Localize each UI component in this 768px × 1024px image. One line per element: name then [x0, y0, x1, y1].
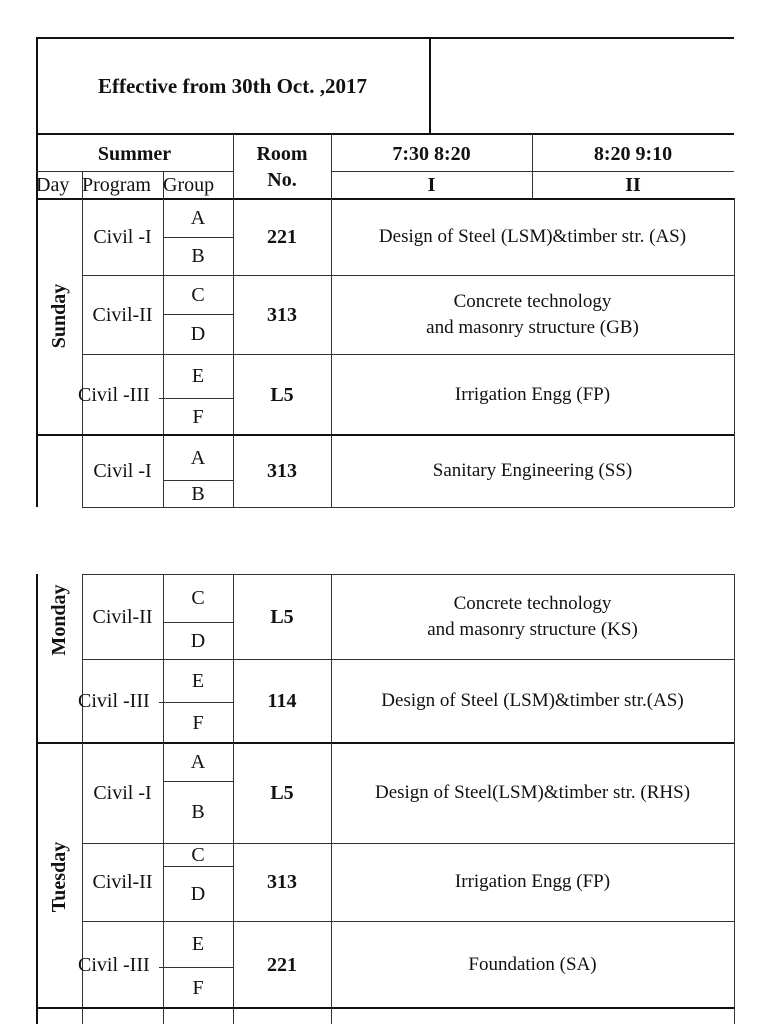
group-label: F	[192, 405, 204, 428]
group-label: E	[191, 669, 205, 692]
program-name: Civil -III	[78, 953, 150, 976]
table-border	[36, 921, 38, 1008]
table-border	[734, 354, 735, 435]
table-border	[734, 743, 735, 843]
subject-cell: Foundation (SA)	[468, 953, 597, 975]
program-name: Civil -I	[93, 460, 152, 482]
group-label: B	[191, 482, 205, 505]
table-border	[36, 354, 38, 435]
program-name: Civil-II	[92, 605, 153, 628]
header-program: Program	[82, 174, 151, 196]
room-number: L5	[270, 383, 294, 406]
table-border	[36, 435, 38, 507]
program-name: Civil -I	[93, 225, 152, 248]
group-label: D	[190, 323, 206, 345]
table-border	[734, 921, 735, 1008]
table-border	[36, 37, 734, 39]
table-border	[36, 198, 38, 275]
subject-cell: Concrete technology and masonry structure (GB)	[426, 290, 639, 338]
group-label: D	[190, 882, 206, 905]
header-period: II	[625, 174, 641, 196]
table-border	[36, 275, 38, 354]
header-slot-time: 7:30 8:20	[392, 143, 471, 165]
subject-cell: Design of Steel(LSM)&timber str. (RHS)	[374, 782, 691, 803]
group-label: E	[191, 933, 205, 955]
group-label: C	[191, 283, 205, 306]
room-number: 313	[267, 303, 297, 326]
subject-cell: Sanitary Engineering (SS)	[432, 460, 633, 481]
table-border	[163, 1008, 164, 1024]
table-border	[36, 659, 38, 743]
table-border	[734, 275, 735, 354]
table-border	[734, 843, 735, 921]
header-period: I	[427, 174, 436, 196]
header-day: Day	[36, 174, 70, 196]
room-number: 221	[267, 225, 297, 248]
group-label: F	[192, 976, 204, 999]
subject-cell: Concrete technology and masonry structure (KS)	[427, 592, 638, 640]
subject-cell: Irrigation Engg (FP)	[454, 383, 611, 405]
page-title: Effective from 30th Oct. ,2017	[97, 74, 368, 98]
program-name: Civil-II	[92, 871, 153, 893]
group-label: A	[190, 751, 206, 773]
table-border	[36, 843, 38, 921]
table-border	[734, 659, 735, 743]
room-number: 313	[267, 460, 297, 482]
room-number: 114	[267, 690, 297, 712]
table-border	[734, 435, 735, 507]
header-summer: Summer	[97, 143, 172, 165]
table-border	[36, 1008, 38, 1024]
table-border	[734, 198, 735, 275]
room-number: L5	[270, 605, 294, 628]
day-label: Monday	[48, 584, 70, 656]
table-border	[36, 743, 38, 843]
room-number: 313	[267, 871, 297, 893]
group-label: A	[190, 206, 206, 229]
table-border	[734, 574, 735, 659]
table-border	[331, 1008, 332, 1024]
header-slot-time: 8:20 9:10	[593, 143, 673, 165]
program-name: Civil-II	[92, 303, 153, 326]
table-border	[36, 574, 38, 659]
subject-cell: Design of Steel (LSM)&timber str.(AS)	[381, 690, 684, 711]
program-name: Civil -III	[78, 690, 150, 712]
table-border	[429, 37, 431, 135]
group-label: D	[190, 629, 206, 652]
program-name: Civil -III	[78, 383, 150, 406]
day-label: Sunday	[48, 283, 70, 349]
subject-cell: Design of Steel (LSM)&timber str. (AS)	[378, 225, 687, 247]
table-border	[233, 1008, 234, 1024]
header-room-no: Room No.	[256, 143, 308, 191]
day-label: Tuesday	[48, 841, 70, 913]
group-label: F	[192, 711, 204, 734]
table-border	[36, 133, 734, 135]
table-border	[82, 507, 734, 508]
group-label: A	[190, 446, 206, 469]
table-border	[82, 1008, 83, 1024]
group-label: B	[191, 245, 205, 267]
header-group: Group	[163, 174, 215, 196]
group-label: C	[191, 587, 205, 609]
group-label: C	[191, 843, 205, 866]
subject-cell: Irrigation Engg (FP)	[454, 871, 611, 892]
program-name: Civil -I	[93, 782, 152, 804]
group-label: E	[191, 365, 205, 387]
group-label: B	[191, 801, 205, 823]
room-number: L5	[270, 782, 294, 804]
room-number: 221	[267, 953, 297, 976]
table-border	[734, 1008, 735, 1024]
